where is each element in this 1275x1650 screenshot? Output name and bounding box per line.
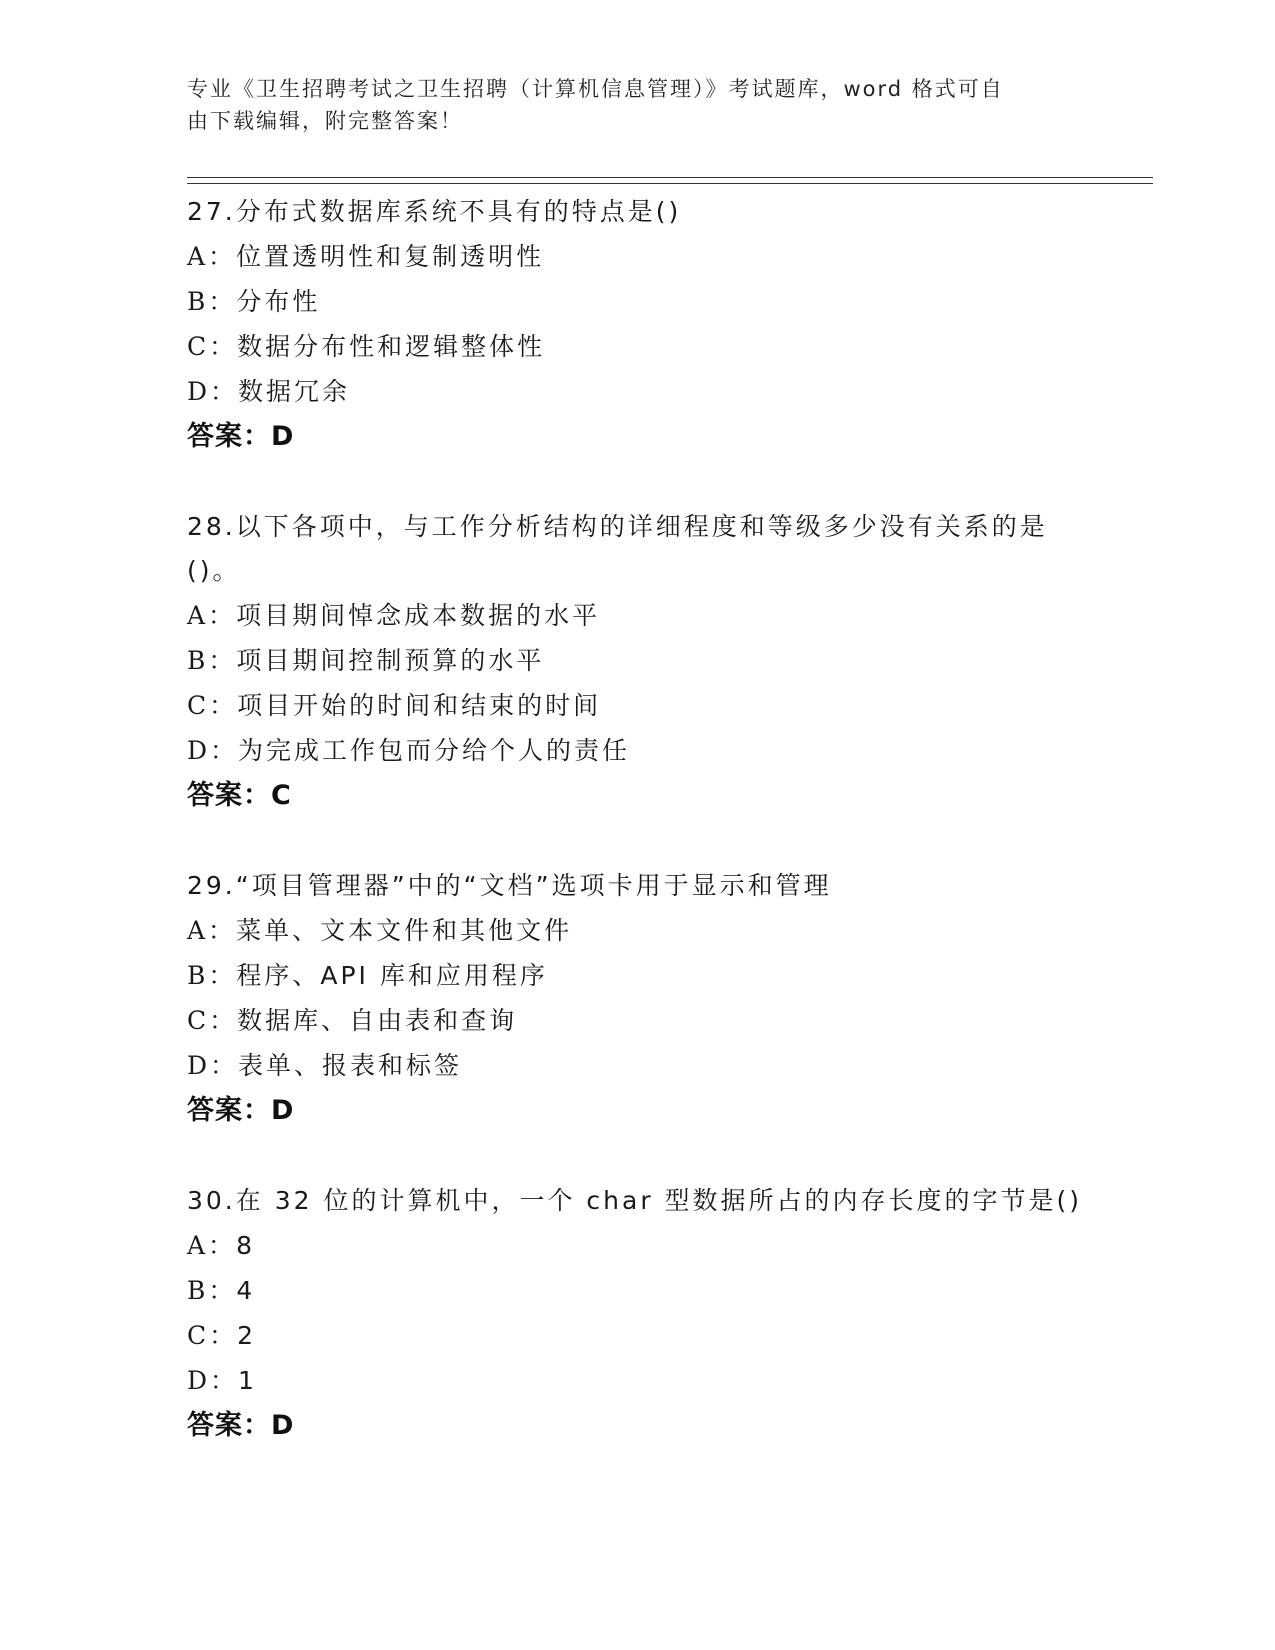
answer-option [187, 1313, 1087, 1358]
answer-option [187, 683, 1087, 728]
answer-option [187, 324, 1087, 369]
question-block [187, 190, 1087, 459]
question-list [187, 190, 1087, 1494]
answer-option [187, 728, 1087, 773]
option-label: C： [187, 691, 238, 720]
option-label: A： [187, 601, 237, 630]
question-block [187, 1179, 1087, 1448]
answer-option [187, 1268, 1087, 1313]
option-text: 项目期间控制预算的水平 [236, 646, 545, 675]
option-text: 数据分布性和逻辑整体性 [237, 332, 546, 361]
answer-key: 答案：D [187, 421, 295, 452]
option-text: 分布性 [236, 287, 321, 316]
option-label: A： [187, 242, 237, 271]
option-label: A： [187, 1231, 237, 1260]
question-stem: 30.在 32 位的计算机中，一个 char 型数据所占的内存长度的字节是() [187, 1186, 1083, 1215]
option-text: 项目期间悼念成本数据的水平 [236, 601, 601, 630]
option-text: 程序、API 库和应用程序 [236, 961, 548, 990]
header-line-1: 专业《卫生招聘考试之卫生招聘（计算机信息管理）》考试题库，word 格式可自 [187, 77, 1004, 101]
option-text: 位置透明性和复制透明性 [236, 242, 545, 271]
answer-key: 答案：D [187, 1410, 295, 1441]
option-text: 菜单、文本文件和其他文件 [236, 916, 573, 945]
header-line-2: 由下载编辑，附完整答案！ [187, 109, 463, 133]
option-label: B： [187, 646, 237, 675]
option-text: 数据冗余 [238, 377, 351, 406]
answer-option [187, 369, 1087, 414]
answer-option [187, 953, 1087, 998]
option-text: 8 [236, 1231, 255, 1260]
question-block [187, 505, 1087, 818]
option-text: 表单、报表和标签 [238, 1051, 463, 1080]
option-label: D： [187, 1051, 239, 1080]
option-text: 4 [236, 1276, 256, 1305]
option-label: B： [187, 287, 237, 316]
document-header [187, 73, 1067, 137]
question-stem: 27.分布式数据库系统不具有的特点是() [187, 197, 682, 226]
answer-key: 答案：C [187, 780, 292, 811]
question-block [187, 864, 1087, 1133]
question-stem: 29.“项目管理器”中的“文档”选项卡用于显示和管理 [187, 871, 832, 900]
option-label: D： [187, 736, 239, 765]
option-label: D： [187, 377, 239, 406]
answer-option [187, 279, 1087, 324]
option-text: 项目开始的时间和结束的时间 [237, 691, 602, 720]
answer-option [187, 638, 1087, 683]
answer-option [187, 908, 1087, 953]
option-label: C： [187, 332, 238, 361]
option-label: B： [187, 1276, 237, 1305]
question-stem: ()。 [187, 556, 241, 585]
option-label: C： [187, 1321, 238, 1350]
option-label: A： [187, 916, 237, 945]
answer-option [187, 593, 1087, 638]
option-label: C： [187, 1006, 238, 1035]
option-text: 数据库、自由表和查询 [237, 1006, 518, 1035]
option-text: 2 [237, 1321, 257, 1350]
answer-option [187, 234, 1087, 279]
answer-option [187, 1223, 1087, 1268]
option-label: D： [187, 1366, 239, 1395]
answer-option [187, 1358, 1087, 1403]
option-label: B： [187, 961, 237, 990]
option-text: 为完成工作包而分给个人的责任 [238, 736, 631, 765]
answer-option [187, 1043, 1087, 1088]
option-text: 1 [238, 1366, 257, 1395]
header-divider-top [187, 177, 1153, 178]
answer-key: 答案：D [187, 1095, 295, 1126]
question-stem: 28.以下各项中，与工作分析结构的详细程度和等级多少没有关系的是 [187, 512, 1048, 541]
header-divider-bottom [187, 183, 1153, 184]
answer-option [187, 998, 1087, 1043]
